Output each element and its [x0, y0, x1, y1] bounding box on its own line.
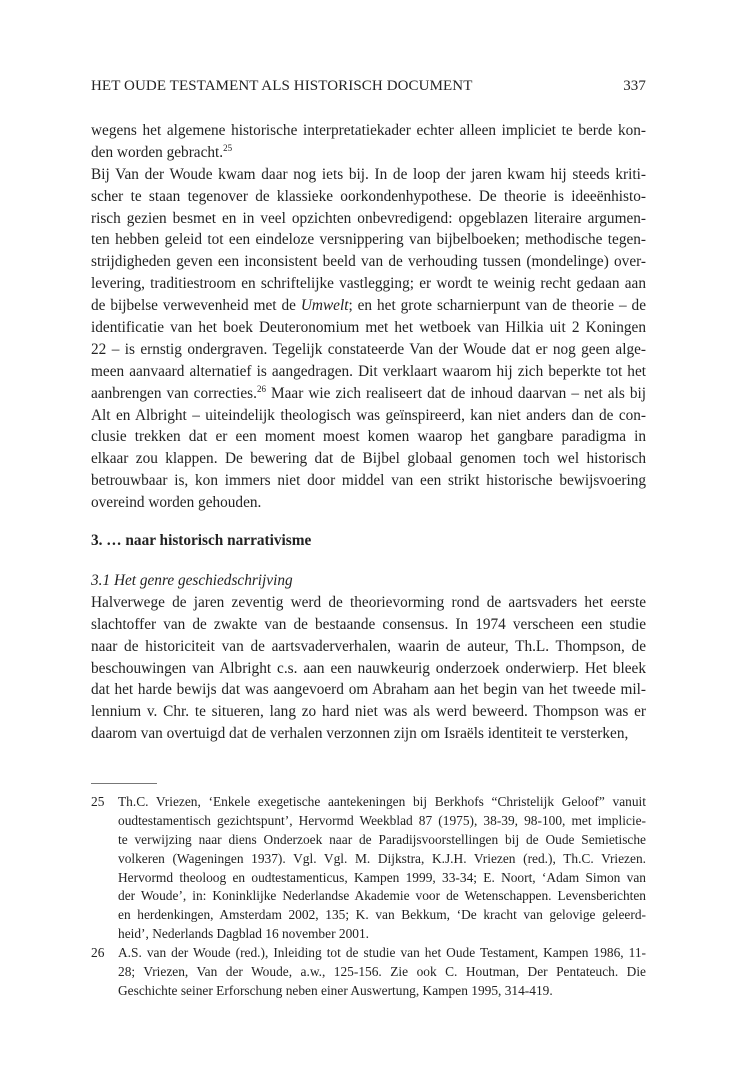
footnote-text	[118, 944, 646, 1001]
text-run: den worden gebracht.	[91, 143, 224, 161]
text-run: scher te staan tegenover de klassieke oorkondenhypothese. De theorie is ideeënhisto-	[91, 187, 646, 205]
text-line	[91, 317, 646, 339]
text-line	[118, 944, 646, 963]
text-run: meen aanvaard alternatief is aangedragen. Dit verklaart waarom hij zich beperkte tot het	[91, 362, 646, 380]
text-run: A.S. van der Woude (red.), Inleiding tot de studie van het Oude Testament, Kampen 1986, 11-	[118, 945, 646, 961]
text-line	[91, 164, 646, 186]
text-run: Alt en Albright – uiteindelijk theologisch was geïnspireerd, kan niet anders dan de con-	[91, 406, 646, 424]
text-line	[91, 492, 646, 514]
text-run: 28; Vriezen, Van der Woude, a.w., 125-156. Zie ook C. Houtman, Der Pentateuch. Die	[118, 964, 646, 980]
footnote-reference: 25	[223, 142, 233, 153]
text-line	[91, 273, 646, 295]
running-header	[91, 78, 646, 95]
text-line	[118, 925, 646, 944]
subsection-heading: 3.1 Het genre geschiedschrijving	[91, 572, 293, 589]
text-line	[91, 701, 646, 723]
text-line	[91, 426, 646, 448]
text-run: strijdigheden geven een inconsistent beeld van de verhouding tussen (mondelinge) over-	[91, 253, 646, 271]
text-line	[91, 658, 646, 680]
text-line	[91, 251, 646, 273]
text-run: de bijbelse verwevenheid met de	[91, 297, 301, 315]
text-run: dat het harde bewijs dat was aangevoerd om Abraham aan het begin van het tweede mil-	[91, 681, 646, 699]
text-line	[118, 982, 646, 1001]
text-run: identificatie van het boek Deuteronomium met het wetboek van Hilkia uit 2 Koningen	[91, 319, 646, 337]
text-line	[91, 208, 646, 230]
footnote-number: 26	[91, 945, 105, 961]
text-run: risch gezien besmet en in veel opzichten onbevredigend: opgeblazen literaire argumen-	[91, 209, 646, 227]
text-line	[91, 470, 646, 492]
running-title: HET OUDE TESTAMENT ALS HISTORISCH DOCUMENT	[91, 78, 473, 94]
text-line	[118, 963, 646, 982]
footnote-25	[91, 793, 646, 944]
text-run: ten hebben geleid tot een eindeloze versnippering van bijbelboeken; methodische tegen-	[91, 231, 646, 249]
text-run: lennium v. Chr. te situeren, lang zo hard niet was als werd beweerd. Thompson was er	[91, 703, 646, 721]
text-run: aanbrengen van correcties.	[91, 384, 257, 402]
text-run: naar de historiciteit van de aartsvaderverhalen, waarin de auteur, Th.L. Thompson, de	[91, 637, 646, 655]
text-line	[118, 906, 646, 925]
text-run: wegens het algemene historische interpretatiekader echter alleen impliciet te berde kon-	[91, 122, 646, 139]
text-run: Bij Van der Woude kwam daar nog iets bij. In de loop der jaren kwam hij steeds kriti-	[91, 165, 646, 183]
text-run: Geschichte seiner Erforschung neben einer Auswertung, Kampen 1995, 314-419.	[118, 982, 553, 998]
text-line	[118, 793, 646, 812]
text-run: te verwijzing naar diens Onderzoek naar de Paradijsvoorstellingen bij de Oude Semietische	[118, 831, 646, 847]
footnote-reference: 26	[256, 383, 266, 394]
text-line	[91, 229, 646, 251]
text-line	[91, 405, 646, 427]
section-heading: 3. … naar historisch narrativisme	[91, 532, 312, 549]
text-run: overeind worden gehouden.	[91, 494, 262, 512]
text-line	[91, 614, 646, 636]
text-run: en herdenkingen, Amsterdam 2002, 135; K. van Bekkum, ‘De kracht van gelovige geleerd-	[118, 907, 646, 923]
text-run: levering, traditiestroom en schriftelijke vastlegging; er wordt te weinig recht gedaan aan	[91, 275, 646, 293]
text-run: Maar wie zich realiseert dat de inhoud daarvan – net als bij	[265, 384, 646, 402]
footnote-text	[118, 793, 646, 944]
text-run: elkaar zou klappen. De bewering dat de Bijbel globaal genomen toch wel historisch	[91, 450, 646, 468]
text-line	[91, 142, 646, 164]
text-line	[91, 186, 646, 208]
footnote-divider	[91, 783, 157, 784]
text-run: heid’, Nederlands Dagblad 16 november 2001.	[118, 926, 370, 942]
paragraph-genre	[91, 592, 646, 745]
footnote-number: 25	[91, 794, 105, 809]
text-line	[91, 636, 646, 658]
page-number: 337	[623, 78, 646, 94]
text-run: Th.C. Vriezen, ‘Enkele exegetische aantekeningen bij Berkhofs “Christelijk Geloof” vanuit	[118, 794, 646, 809]
text-line	[91, 723, 646, 745]
text-line	[91, 383, 646, 405]
text-run: Hervormd theoloog en oudtestamenticus, Kampen 1999, 33-34; E. Noort, ‘Adam Simon van	[118, 869, 646, 885]
text-line	[91, 295, 646, 317]
text-run: volkeren (Wageningen 1937). Vgl. Vgl. M. Dijkstra, K.J.H. Vriezen (red.), Th.C. Vriezen.	[118, 850, 646, 866]
text-line	[91, 361, 646, 383]
text-run: clusie trekken dat er een moment moest komen waarop het gangbare paradigma in	[91, 428, 646, 446]
text-line	[118, 812, 646, 831]
text-run: der Woude’, in: Koninklijke Nederlandse Akademie voor de Wetenschappen. Levensberichten	[118, 888, 646, 904]
paragraph-van-der-woude	[91, 164, 646, 514]
text-run: oudtestamentisch gezichtspunt’, Hervormd Weekblad 87 (1975), 38-39, 98-100, met implicie-	[118, 812, 646, 828]
text-run: 22 – is ernstig ondergraven. Tegelijk constateerde Van der Woude dat er nog geen alge-	[91, 340, 646, 358]
footnote-26	[91, 944, 646, 1001]
text-run: betrouwbaar is, kon immers niet door middel van een strikt historische bewijsvoering	[91, 472, 646, 490]
text-line	[118, 831, 646, 850]
text-line	[118, 850, 646, 869]
text-line	[91, 120, 646, 142]
text-line	[118, 887, 646, 906]
text-line	[91, 339, 646, 361]
text-run: ; en het grote scharnierpunt van de theorie – de	[348, 297, 646, 315]
text-run: beschouwingen van Albright c.s. aan een nauwkeurig onderzoek onderwierp. Het bleek	[91, 659, 646, 677]
text-run: slachtoffer van de zwakte van de bestaande consensus. In 1974 verscheen een studie	[91, 615, 646, 633]
text-run: Halverwege de jaren zeventig werd de theorievorming rond de aartsvaders het eerste	[91, 593, 646, 611]
text-run: daarom van overtuigd dat de verhalen verzonnen zijn om Israëls identiteit te versterken,	[91, 725, 629, 743]
text-line	[91, 679, 646, 701]
text-line	[118, 869, 646, 888]
italic-term: Umwelt	[300, 297, 349, 315]
paragraph-continued	[91, 120, 646, 164]
text-line	[91, 592, 646, 614]
text-line	[91, 448, 646, 470]
